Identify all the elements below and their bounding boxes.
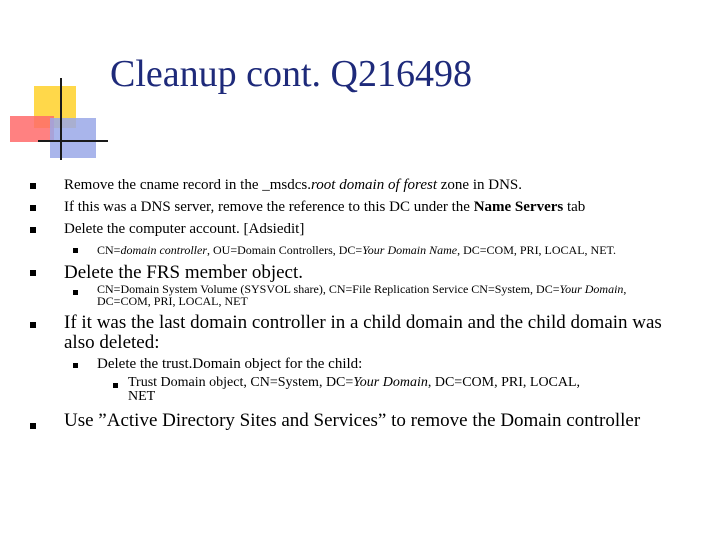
bullet-delete-frs: Delete the FRS member object. bbox=[64, 262, 304, 283]
sub-bullet-icon bbox=[73, 248, 78, 253]
bullet-last-dc: If it was the last domain controller in a child domain and the child domain was also deleted: bbox=[64, 312, 662, 353]
bullet-icon bbox=[30, 227, 36, 233]
sub-sub-bullet-trust-path: Trust Domain object, CN=System, DC=Your Domain, DC=COM, PRI, LOCAL, NET bbox=[128, 375, 581, 404]
sub-bullet-cn-path: CN=domain controller, OU=Domain Controllers, DC=Your Domain Name, DC=COM, PRI, LOCAL, NET. bbox=[97, 243, 616, 257]
decor-red-square bbox=[10, 116, 54, 142]
sub-bullet-icon bbox=[73, 290, 78, 295]
decor-horizontal-line bbox=[38, 140, 108, 142]
sub-bullet-delete-trust: Delete the trust.Domain object for the child: bbox=[97, 356, 363, 372]
bullet-icon bbox=[30, 423, 36, 429]
sub-sub-bullet-icon bbox=[113, 383, 118, 388]
bullet-delete-computer-account: Delete the computer account. [Adsiedit] bbox=[64, 221, 305, 237]
bullet-icon bbox=[30, 322, 36, 328]
bullet-icon bbox=[30, 270, 36, 276]
bullet-dns-server: If this was a DNS server, remove the reference to this DC under the Name Servers tab bbox=[64, 199, 586, 215]
bullet-icon bbox=[30, 183, 36, 189]
sub-bullet-icon bbox=[73, 363, 78, 368]
slide-title: Cleanup cont. Q216498 bbox=[110, 53, 473, 95]
bullet-remove-cname: Remove the cname record in the _msdcs.root domain of forest zone in DNS. bbox=[64, 177, 522, 193]
decor-vertical-line bbox=[60, 78, 62, 160]
decor-blue-square bbox=[50, 118, 96, 158]
bullet-use-ad-sites: Use ”Active Directory Sites and Services” to remove the Domain controller bbox=[64, 410, 641, 431]
sub-bullet-frs-path: CN=Domain System Volume (SYSVOL share), CN=File Replication Service CN=System, DC=Your Domain, DC=COM, PRI, LOCAL, NET bbox=[97, 282, 627, 308]
bullet-icon bbox=[30, 205, 36, 211]
